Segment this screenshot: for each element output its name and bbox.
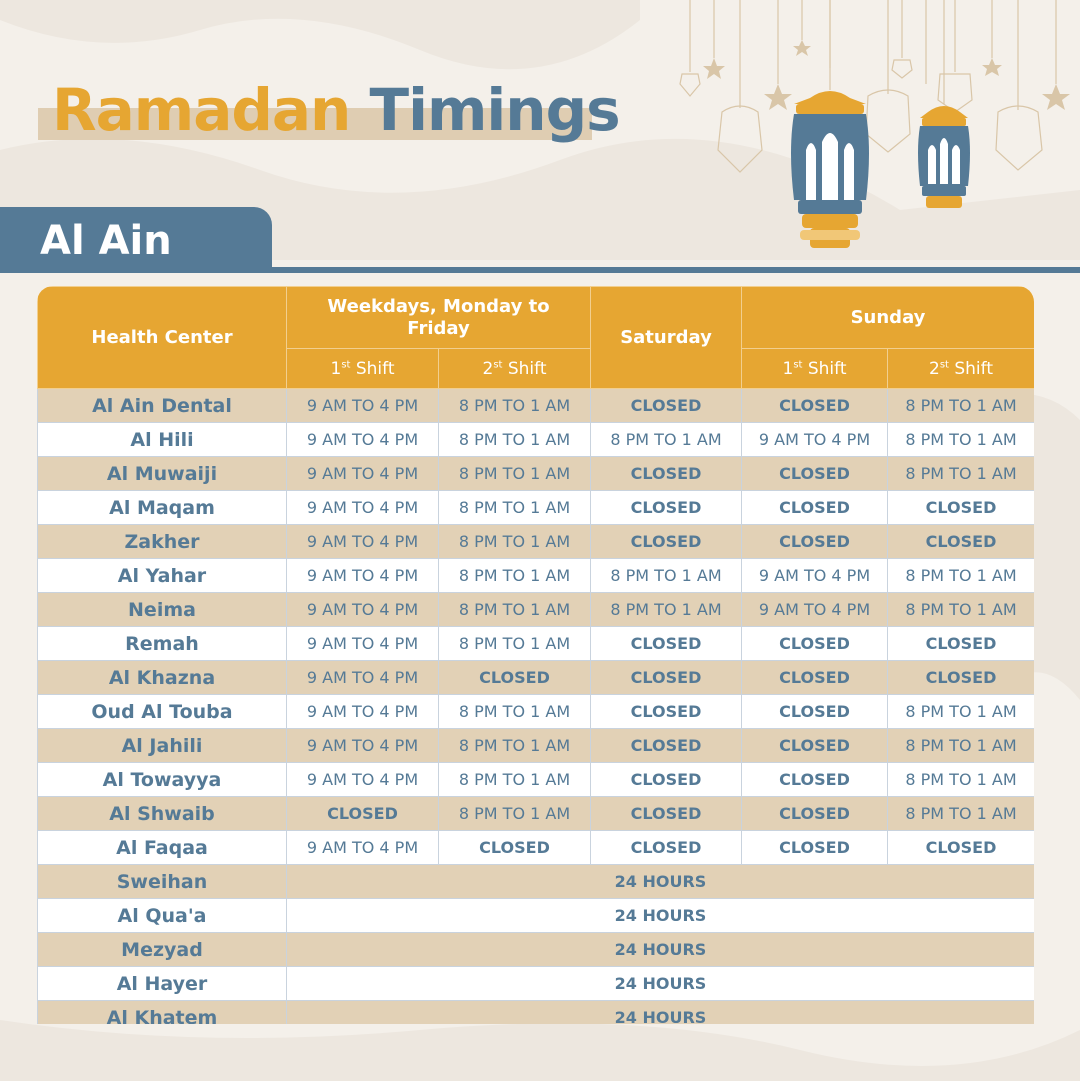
table-row	[38, 729, 1035, 763]
center-name: Al Maqam	[38, 491, 287, 525]
sunday-second-shift: CLOSED	[888, 661, 1035, 695]
table-row	[38, 763, 1035, 797]
header-saturday: Saturday	[591, 287, 742, 389]
header-weekdays-label: Weekdays, Monday to Friday	[327, 295, 550, 339]
saturday-hours: 8 PM TO 1 AM	[591, 423, 742, 457]
title-word-timings: Timings	[369, 76, 620, 144]
center-name: Al Yahar	[38, 559, 287, 593]
saturday-hours: CLOSED	[591, 389, 742, 423]
sunday-first-shift: 9 AM TO 4 PM	[742, 423, 888, 457]
center-name: Oud Al Touba	[38, 695, 287, 729]
table-row-24h	[38, 967, 1035, 1001]
weekday-second-shift: 8 PM TO 1 AM	[439, 797, 591, 831]
sunday-second-shift: 8 PM TO 1 AM	[888, 593, 1035, 627]
weekday-first-shift: 9 AM TO 4 PM	[287, 457, 439, 491]
weekday-second-shift: 8 PM TO 1 AM	[439, 559, 591, 593]
center-name: Al Shwaib	[38, 797, 287, 831]
shift-suffix: st	[341, 358, 351, 370]
weekday-first-shift: 9 AM TO 4 PM	[287, 661, 439, 695]
shift-word: Shift	[954, 358, 993, 379]
table-row-24h	[38, 865, 1035, 899]
weekday-first-shift: 9 AM TO 4 PM	[287, 491, 439, 525]
sunday-first-shift: CLOSED	[742, 831, 888, 865]
sunday-second-shift: 8 PM TO 1 AM	[888, 559, 1035, 593]
center-name: Al Jahili	[38, 729, 287, 763]
sunday-second-shift: CLOSED	[888, 491, 1035, 525]
center-name: Al Ain Dental	[38, 389, 287, 423]
weekday-second-shift: 8 PM TO 1 AM	[439, 525, 591, 559]
saturday-hours: CLOSED	[591, 661, 742, 695]
weekday-first-shift: 9 AM TO 4 PM	[287, 389, 439, 423]
weekday-second-shift: CLOSED	[439, 661, 591, 695]
center-name: Neima	[38, 593, 287, 627]
center-name: Al Khazna	[38, 661, 287, 695]
weekday-first-shift: 9 AM TO 4 PM	[287, 627, 439, 661]
weekday-second-shift: 8 PM TO 1 AM	[439, 695, 591, 729]
center-name: Al Hili	[38, 423, 287, 457]
sunday-first-shift: CLOSED	[742, 457, 888, 491]
weekday-first-shift: CLOSED	[287, 797, 439, 831]
sunday-second-shift: CLOSED	[888, 831, 1035, 865]
shift-number: 2	[928, 358, 940, 379]
large-lantern-icon	[791, 0, 869, 248]
table-row	[38, 797, 1035, 831]
sunday-second-shift: 8 PM TO 1 AM	[888, 457, 1035, 491]
shift-number: 1	[782, 358, 794, 379]
weekday-second-shift: 8 PM TO 1 AM	[439, 389, 591, 423]
table-row	[38, 525, 1035, 559]
sunday-second-shift: CLOSED	[888, 525, 1035, 559]
header-weekday-first-shift	[287, 349, 439, 389]
sunday-first-shift: CLOSED	[742, 491, 888, 525]
center-name: Al Qua'a	[38, 899, 287, 933]
hours-24: 24 HOURS	[287, 933, 1035, 967]
center-name: Al Khatem	[38, 1001, 287, 1025]
header-weekday-second-shift	[439, 349, 591, 389]
saturday-hours: 8 PM TO 1 AM	[591, 559, 742, 593]
center-name: Al Towayya	[38, 763, 287, 797]
sunday-second-shift: CLOSED	[888, 627, 1035, 661]
table-row	[38, 423, 1035, 457]
timings-table-container	[37, 286, 1034, 1024]
sunday-first-shift: CLOSED	[742, 627, 888, 661]
saturday-hours: CLOSED	[591, 627, 742, 661]
shift-suffix: st	[793, 358, 803, 370]
sunday-first-shift: CLOSED	[742, 661, 888, 695]
table-row	[38, 457, 1035, 491]
sunday-first-shift: CLOSED	[742, 797, 888, 831]
weekday-second-shift: 8 PM TO 1 AM	[439, 627, 591, 661]
shift-suffix: st	[939, 358, 949, 370]
center-name: Zakher	[38, 525, 287, 559]
center-name: Remah	[38, 627, 287, 661]
sunday-first-shift: CLOSED	[742, 525, 888, 559]
weekday-second-shift: 8 PM TO 1 AM	[439, 491, 591, 525]
table-row	[38, 593, 1035, 627]
table-row	[38, 661, 1035, 695]
center-name: Al Hayer	[38, 967, 287, 1001]
shift-word: Shift	[807, 358, 847, 379]
weekday-first-shift: 9 AM TO 4 PM	[287, 423, 439, 457]
weekday-first-shift: 9 AM TO 4 PM	[287, 593, 439, 627]
table-row	[38, 389, 1035, 423]
sunday-second-shift: 8 PM TO 1 AM	[888, 797, 1035, 831]
page-title	[52, 72, 620, 148]
sunday-second-shift: 8 PM TO 1 AM	[888, 763, 1035, 797]
saturday-hours: CLOSED	[591, 729, 742, 763]
weekday-first-shift: 9 AM TO 4 PM	[287, 831, 439, 865]
saturday-hours: CLOSED	[591, 457, 742, 491]
center-name: Al Muwaiji	[38, 457, 287, 491]
header-weekdays	[287, 287, 591, 349]
shift-number: 1	[330, 358, 342, 379]
sunday-first-shift: CLOSED	[742, 763, 888, 797]
header-sunday: Sunday	[742, 287, 1035, 349]
lantern-decoration	[670, 0, 1080, 260]
header-sunday-first-shift	[742, 349, 888, 389]
timings-table	[37, 286, 1034, 1024]
table-row-24h	[38, 1001, 1035, 1025]
weekday-first-shift: 9 AM TO 4 PM	[287, 559, 439, 593]
table-row	[38, 491, 1035, 525]
title-block	[38, 72, 620, 152]
weekday-second-shift: 8 PM TO 1 AM	[439, 729, 591, 763]
header-health-center: Health Center	[38, 287, 287, 389]
sunday-second-shift: 8 PM TO 1 AM	[888, 389, 1035, 423]
weekday-first-shift: 9 AM TO 4 PM	[287, 525, 439, 559]
saturday-hours: CLOSED	[591, 491, 742, 525]
center-name: Al Faqaa	[38, 831, 287, 865]
hours-24: 24 HOURS	[287, 1001, 1035, 1025]
sunday-first-shift: 9 AM TO 4 PM	[742, 559, 888, 593]
center-name: Sweihan	[38, 865, 287, 899]
sunday-second-shift: 8 PM TO 1 AM	[888, 423, 1035, 457]
saturday-hours: CLOSED	[591, 695, 742, 729]
sunday-second-shift: 8 PM TO 1 AM	[888, 729, 1035, 763]
table-row	[38, 831, 1035, 865]
weekday-first-shift: 9 AM TO 4 PM	[287, 695, 439, 729]
shift-word: Shift	[355, 358, 395, 379]
table-row	[38, 695, 1035, 729]
table-row-24h	[38, 899, 1035, 933]
sunday-second-shift: 8 PM TO 1 AM	[888, 695, 1035, 729]
weekday-second-shift: 8 PM TO 1 AM	[439, 457, 591, 491]
sunday-first-shift: 9 AM TO 4 PM	[742, 593, 888, 627]
table-row	[38, 559, 1035, 593]
saturday-hours: 8 PM TO 1 AM	[591, 593, 742, 627]
title-word-ramadan: Ramadan	[52, 76, 351, 144]
sunday-first-shift: CLOSED	[742, 729, 888, 763]
city-name: Al Ain	[40, 218, 172, 264]
saturday-hours: CLOSED	[591, 525, 742, 559]
saturday-hours: CLOSED	[591, 831, 742, 865]
shift-word: Shift	[507, 358, 547, 379]
hours-24: 24 HOURS	[287, 865, 1035, 899]
saturday-hours: CLOSED	[591, 797, 742, 831]
weekday-second-shift: 8 PM TO 1 AM	[439, 763, 591, 797]
table-row	[38, 627, 1035, 661]
sunday-first-shift: CLOSED	[742, 695, 888, 729]
weekday-first-shift: 9 AM TO 4 PM	[287, 729, 439, 763]
hours-24: 24 HOURS	[287, 967, 1035, 1001]
sunday-first-shift: CLOSED	[742, 389, 888, 423]
table-row-24h	[38, 933, 1035, 967]
header-sunday-second-shift	[888, 349, 1035, 389]
weekday-first-shift: 9 AM TO 4 PM	[287, 763, 439, 797]
hours-24: 24 HOURS	[287, 899, 1035, 933]
center-name: Mezyad	[38, 933, 287, 967]
shift-suffix: st	[493, 358, 503, 370]
saturday-hours: CLOSED	[591, 763, 742, 797]
weekday-second-shift: CLOSED	[439, 831, 591, 865]
weekday-second-shift: 8 PM TO 1 AM	[439, 593, 591, 627]
shift-number: 2	[482, 358, 494, 379]
weekday-second-shift: 8 PM TO 1 AM	[439, 423, 591, 457]
